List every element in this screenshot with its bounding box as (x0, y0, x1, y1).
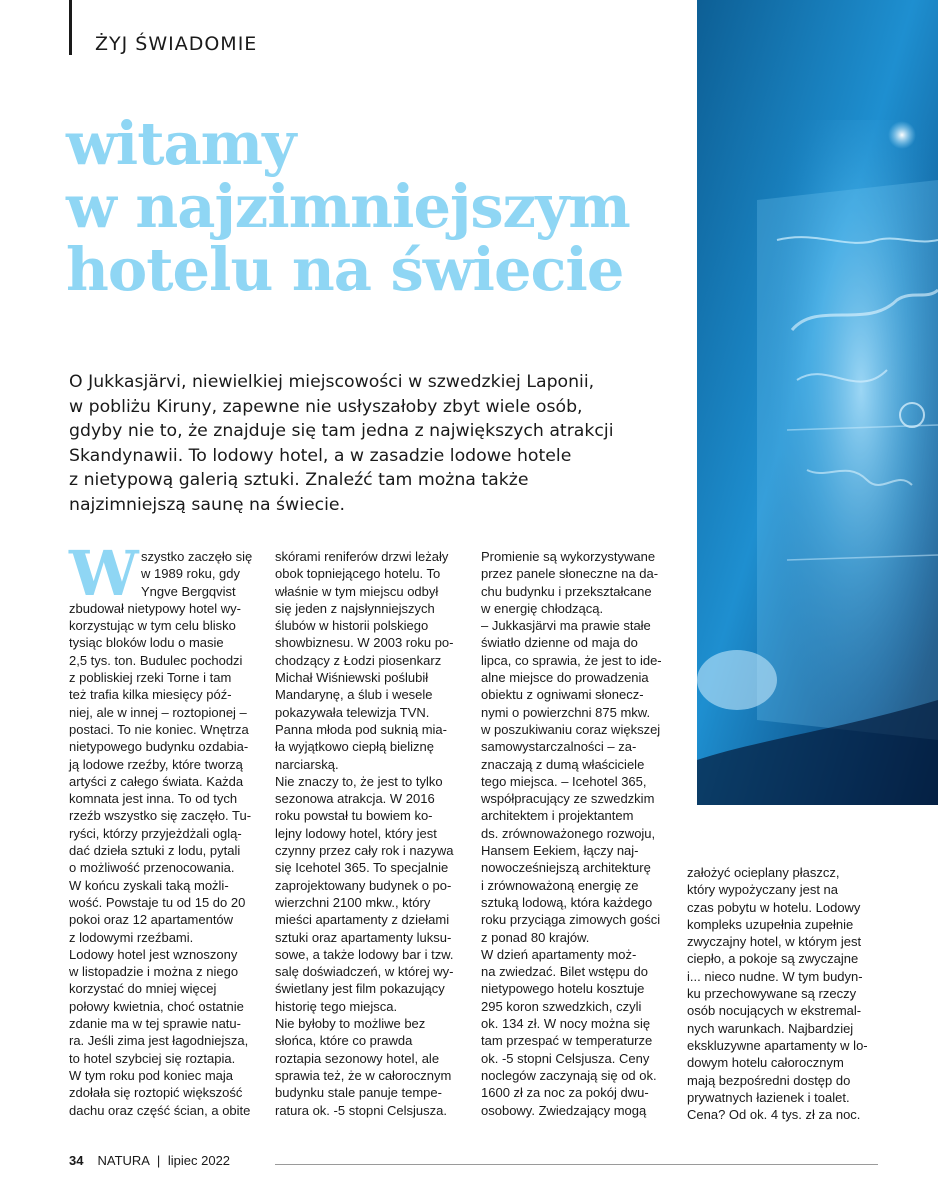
lead-line: O Jukkasjärvi, niewielkiej miejscowości w szwedzkiej Laponii, (69, 372, 595, 392)
body-line: komnata jest inna. To od tych (69, 791, 238, 807)
body-line: narciarską. (275, 756, 339, 772)
lead-line: z nietypową galerią sztuki. Znaleźć tam można także (69, 470, 529, 490)
body-line: Lodowy hotel jest wznoszony (69, 946, 238, 962)
body-line: na zwiedzać. Bilet wstępu do (481, 964, 648, 980)
body-line: samowystarczalności – za- (481, 739, 637, 755)
body-line: w 1989 roku, gdy (141, 566, 241, 582)
body-line: roku przyciąga zimowych gości (481, 912, 661, 928)
body-line: Promienie są wykorzystywane (481, 549, 656, 564)
body-line: artyści z całego świata. Każda (69, 773, 244, 789)
body-line: o możliwość przenocowania. (69, 860, 235, 876)
lead-line: najzimniejszą saunę na świecie. (69, 494, 346, 515)
body-line: z pobliskiej rzeki Torne i tam (69, 670, 232, 686)
body-line: świetlany jest film pokazujący (275, 981, 445, 997)
body-column-3 (481, 548, 676, 1119)
body-line: sztuki oraz apartamenty luksu- (275, 929, 452, 945)
body-line: dachu oraz część ścian, a obite (69, 1102, 251, 1118)
body-line: Hansem Eekiem, łączy naj- (481, 843, 639, 859)
body-line: historię tego miejsca. (275, 998, 398, 1014)
body-line: rzeźb wszystko się zaczęło. Tu- (69, 808, 252, 824)
article-title (66, 109, 706, 304)
body-line: ds. zrównoważonego rozwoju, (481, 825, 656, 841)
issue-date: lipiec 2022 (167, 1153, 231, 1168)
drop-cap: W (69, 537, 139, 610)
body-line: z lodowymi rzeźbami. (69, 929, 194, 945)
body-line: salę doświadczeń, w której wy- (275, 964, 454, 980)
body-line: alne miejsce do prowadzenia (481, 670, 649, 686)
body-line: wierzchni 2100 mkw., który (275, 894, 431, 910)
magazine-name: NATURA (97, 1153, 150, 1168)
body-line: nych warunkach. Najbardziej (687, 1020, 854, 1036)
body-line: szystko zaczęło się (141, 549, 253, 564)
body-line: ciepło, a pokoje są zwyczajne (687, 951, 859, 967)
body-line: dowym hotelu całorocznym (687, 1055, 844, 1071)
body-line: znaczają z dumą właściciele (481, 756, 645, 772)
body-line: showbiznesu. W 2003 roku po- (275, 635, 454, 651)
body-line: zbudował nietypowy hotel wy- (69, 600, 241, 616)
body-line: założyć ocieplany płaszcz, (687, 865, 840, 880)
body-line: budynku stale panuje tempe- (275, 1085, 442, 1101)
body-line: czas pobytu w hotelu. Lodowy (687, 899, 861, 915)
body-line: właśnie w tym miejscu odbył (275, 583, 439, 599)
body-line: ła wyjątkowo ciepłą bieliznę (275, 739, 434, 755)
body-line: W dzień apartamenty moż- (481, 946, 637, 962)
body-line: współpracujący ze szwedzkim (481, 791, 655, 807)
body-line: zaprojektowany budynek o po- (275, 877, 452, 893)
ice-hotel-photo (697, 0, 938, 805)
body-line: zdanie ma w tej sprawie natu- (69, 1016, 241, 1032)
body-line: nymi o powierzchni 875 mkw. (481, 704, 651, 720)
body-line: pokoi oraz 12 apartamentów (69, 912, 234, 928)
body-line: który wypożyczany jest na (687, 882, 839, 898)
body-line: sztuką lodową, która każdego (481, 894, 653, 910)
body-line: w listopadzie i można z niego (69, 964, 239, 980)
body-line: się Icehotel 365. To specjalnie (275, 860, 449, 876)
body-line: ekskluzywne apartamenty w lo- (687, 1037, 868, 1053)
body-line: wość. Powstaje tu od 15 do 20 (69, 894, 246, 910)
body-line: nietypowego budynku ozdabia- (69, 739, 249, 755)
body-line: Mandarynę, a ślub i wesele (275, 687, 433, 703)
body-line: obok topniejącego hotelu. To (275, 566, 441, 582)
body-line: dać dzieła sztuki z lodu, pytali (69, 843, 241, 859)
body-line: czynny przez cały rok i nazywa (275, 843, 454, 859)
body-line: postaci. To nie koniec. Wnętrza (69, 721, 249, 737)
body-line: 1600 zł za noc za pokój dwu- (481, 1085, 649, 1101)
body-line: połowy kwietnia, choć ostatnie (69, 998, 244, 1014)
body-line: pokazywała telewizja TVN. (275, 704, 430, 720)
body-line: też trafia kilka miesięcy póź- (69, 687, 232, 703)
body-line: przez panele słoneczne na da- (481, 566, 659, 582)
body-line: sowe, a także lodowy bar i tzw. (275, 946, 454, 962)
body-line: ku przechowywane są rzeczy (687, 986, 857, 1002)
body-line: Panna młoda pod suknią mia- (275, 721, 447, 737)
body-line: Nie znaczy to, że jest to tylko (275, 773, 443, 789)
body-line: chodzący z Łodzi piosenkarz (275, 652, 442, 668)
body-line: w energię chłodzącą. (481, 600, 604, 616)
body-line: niej, ale w innej – roztopionej – (69, 704, 247, 720)
body-line: się jeden z najsłynniejszych (275, 600, 435, 616)
body-line: tego miejsca. – Icehotel 365, (481, 773, 647, 789)
body-line: nietypowego hotelu kosztuje (481, 981, 645, 997)
body-column-2 (275, 548, 465, 1119)
body-line: ją lodowe rzeźby, które tworzą (69, 756, 243, 772)
body-line: Michał Wiśniewski poślubił (275, 670, 429, 686)
body-line: światło dzienne od maja do (481, 635, 638, 651)
body-line: skórami reniferów drzwi leżały (275, 549, 449, 564)
body-line: tysiąc bloków lodu o masie (69, 635, 224, 651)
section-rule (69, 0, 72, 55)
body-line: ryści, którzy przyjeżdżali oglą- (69, 825, 242, 841)
body-line: Cena? Od ok. 4 tys. zł za noc. (687, 1107, 861, 1123)
title-line: w najzimniejszym (66, 172, 630, 241)
body-line: prywatnych łazienek i toalet. (687, 1089, 850, 1105)
body-line: lipca, co sprawia, że jest to ide- (481, 652, 662, 668)
body-line: architektem i projektantem (481, 808, 634, 824)
body-line: nowocześniejszą architekturę (481, 860, 651, 876)
body-line: ok. -5 stopni Celsjusza. Ceny (481, 1050, 650, 1066)
body-line: kompleks uzupełnia zupełnie (687, 916, 854, 932)
body-line: sezonowa atrakcja. W 2016 (275, 791, 435, 807)
body-line: 2,5 tys. ton. Budulec pochodzi (69, 652, 243, 668)
lead-line: w pobliżu Kiruny, zapewne nie usłyszałoby zbyt wiele osób, (69, 396, 583, 417)
body-line: z ponad 80 krajów. (481, 929, 590, 945)
lead-line: Skandynawii. To lodowy hotel, a w zasadzie lodowe hotele (69, 445, 572, 466)
body-line: i zrównoważoną energię ze (481, 877, 639, 893)
body-line: chu budynku i przekształcane (481, 583, 652, 599)
section-label: ŻYJ ŚWIADOMIE (95, 33, 258, 55)
body-line: noclegów zaczynają się od ok. (481, 1067, 657, 1083)
body-line: i... nieco nudne. W tym budyn- (687, 968, 863, 984)
body-line: Yngve Bergqvist (141, 583, 236, 599)
body-line: zwyczajny hotel, w którym jest (687, 934, 862, 950)
body-line: mieści apartamenty z dziełami (275, 912, 450, 928)
body-line: roztapia sezonowy hotel, ale (275, 1050, 440, 1066)
body-line: ratura ok. -5 stopni Celsjusza. (275, 1102, 447, 1118)
body-line: korzystując w tym celu blisko (69, 618, 236, 634)
lead-line: gdyby nie to, że znajduje się tam jedna z największych atrakcji (69, 421, 614, 441)
body-line: ok. 134 zł. W nocy można się (481, 1016, 651, 1032)
page-number: 34 (69, 1153, 84, 1168)
body-line: mają bezpośredni dostęp do (687, 1072, 851, 1088)
body-line: tam przespać w temperaturze (481, 1033, 653, 1049)
body-line: obiektu z ogniwami słonecz- (481, 687, 644, 703)
body-line: zdołała się roztopić większość (69, 1085, 243, 1101)
body-line: lejny lodowy hotel, który jest (275, 825, 437, 841)
page-footer (69, 1153, 230, 1168)
body-line: – Jukkasjärvi ma prawie stałe (481, 618, 651, 634)
body-line: korzystać do mniej więcej (69, 981, 217, 997)
title-line: witamy (66, 109, 296, 178)
body-line: w poszukiwaniu coraz większej (481, 721, 661, 737)
body-line: ra. Jeśli zima jest łagodniejsza, (69, 1033, 249, 1049)
body-line: ślubów w historii polskiego (275, 618, 429, 634)
body-line: 295 koron szwedzkich, czyli (481, 998, 642, 1014)
footer-separator: | (156, 1153, 161, 1168)
body-line: słońca, które co prawda (275, 1033, 413, 1049)
body-line: osób nocujących w ekstremal- (687, 1003, 862, 1019)
body-line: sprawia też, że w całorocznym (275, 1067, 452, 1083)
body-line: W końcu zyskali taką możli- (69, 877, 229, 893)
title-line: hotelu na świecie (66, 235, 624, 304)
body-line: Nie byłoby to możliwe bez (275, 1016, 426, 1032)
article-lead (69, 370, 629, 517)
body-line: W tym roku pod koniec maja (69, 1067, 234, 1083)
body-line: to hotel szybciej się roztapia. (69, 1050, 236, 1066)
body-column-1 (69, 537, 259, 1119)
body-column-4 (687, 864, 877, 1123)
body-line: osobowy. Zwiedzający mogą (481, 1102, 647, 1118)
body-line: roku powstał tu bowiem ko- (275, 808, 433, 824)
footer-rule (275, 1164, 878, 1165)
